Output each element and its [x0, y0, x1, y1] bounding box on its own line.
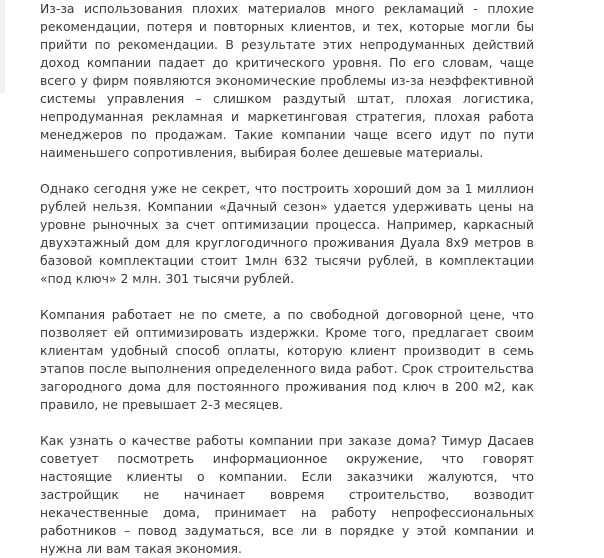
paragraph-quality: Как узнать о качестве работы компании при заказе дома? Тимур Дасаев советует посмотреть информационное окружение, что говорят настоящие клиенты о компании. Если заказчики жалуются, что застройщик не начинает вовремя строительство, возводит некачественные дома, принимает на работу непрофессиональных работников – повод задуматься, все ли в порядке у этой компании и нужна ли вам такая экономия. [40, 433, 534, 556]
paragraph-materials: Из-за использования плохих материалов много рекламаций - плохие рекомендации, потеря и повторных клиентов, и тех, которые могли бы прийти по рекомендации. В результате этих непродуманных действий доход компании падает до критического уровня. По его словам, чаще всего у фирм появляются экономические проблемы из-за неэффективной системы управления – слишком раздутый штат, плохая логистика, непродуманная рекламная и маркетинговая стратегия, плохая работа менеджеров по продажам. Такие компании чаще всего идут по пути наименьшего сопротивления, выбирая более дешевые материалы. [40, 1, 534, 160]
left-margin-bar [0, 0, 5, 93]
paragraph-pricing: Однако сегодня уже не секрет, что построить хороший дом за 1 миллион рублей нельзя. Компании «Дачный сезон» удается удерживать цены на уровне рыночных за счет оптимизации процесса. Например, каркасный двухэтажный дом для круглогодичного проживания Дуала 8х9 метров в базовой комплектации стоит 1млн 632 тысячи рублей, в комплектации «под ключ» 2 млн. 301 тысячи рублей. [40, 181, 534, 286]
article-body [40, 0, 534, 558]
paragraph-payment: Компания работает не по смете, а по свободной договорной цене, что позволяет ей оптимизировать издержки. Кроме того, предлагает своим клиентам удобный способ оплаты, которую клиент производит в семь этапов после выполнения определенного вида работ. Срок строительства загородного дома для постоянного проживания под ключ в 200 м2, как правило, не превышает 2-3 месяцев. [40, 307, 534, 412]
